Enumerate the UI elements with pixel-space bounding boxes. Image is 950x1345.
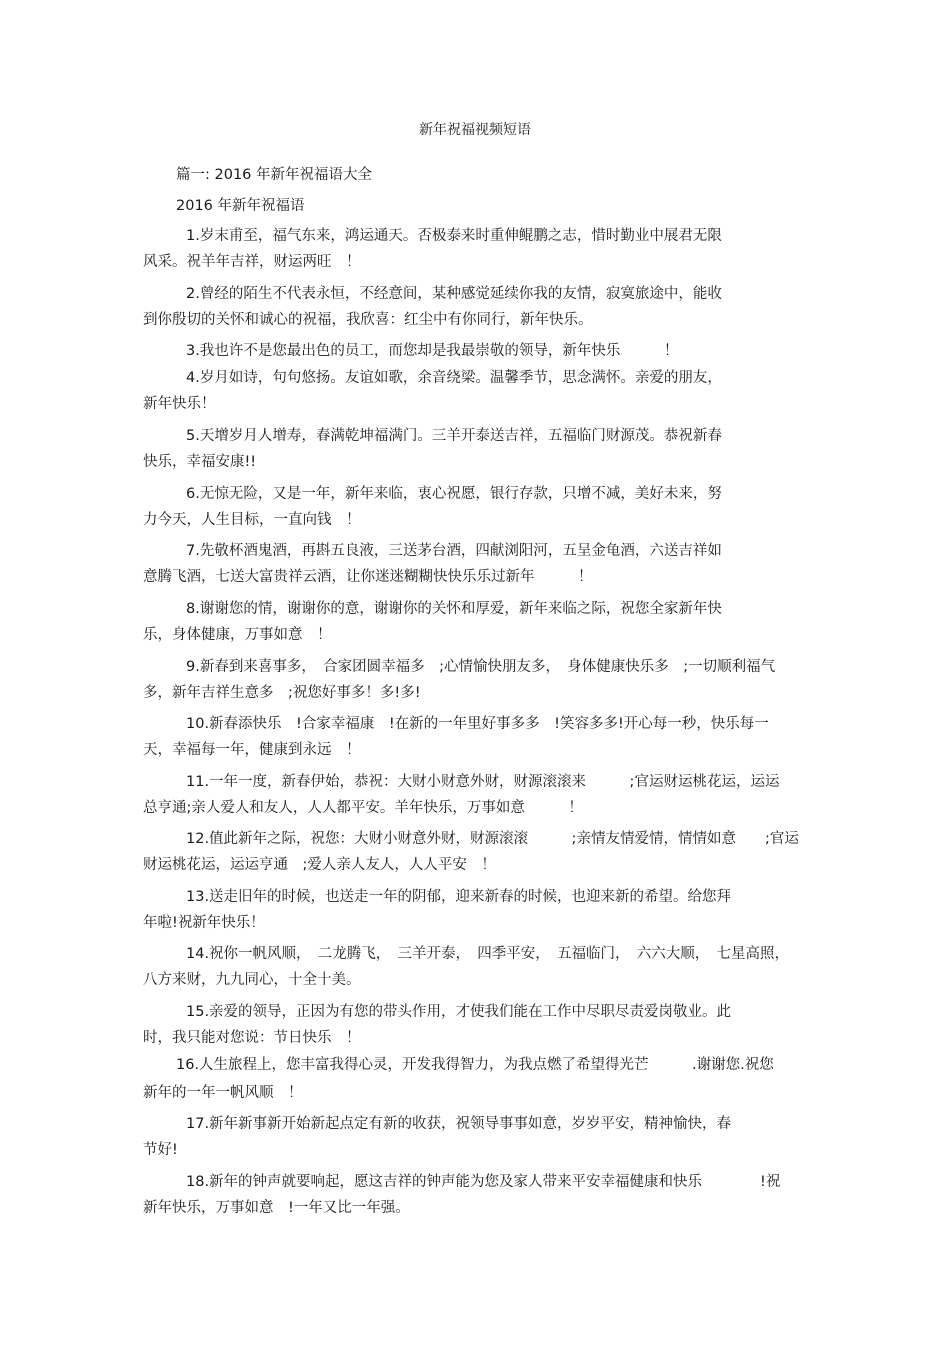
blessing-3-line-1: 3.我也许不是您最出色的员工，而您却是我最崇敬的领导，新年快乐 ！ — [186, 343, 679, 359]
blessing-17-line-2: 节好! — [143, 1142, 178, 1158]
blessing-10-line-1: 10.新春添快乐 !合家幸福康 !在新的一年里好事多多 !笑容多多!开心每一秒，快乐每一 — [186, 716, 769, 732]
blessing-2-line-2: 到你殷切的关怀和诚心的祝福，我欣喜：红尘中有你同行，新年快乐。 — [143, 312, 593, 328]
section-heading: 篇一: 2016 年新年祝福语大全 — [176, 167, 373, 183]
blessing-1-line-2: 风采。祝羊年吉祥，财运两旺 ！ — [143, 254, 361, 270]
blessing-9-line-2: 多，新年吉祥生意多 ;祝您好事多！多!多! — [143, 685, 421, 701]
blessing-16-line-2: 新年的一年一帆风顺 ！ — [143, 1085, 303, 1101]
blessing-4-line-2: 新年快乐！ — [143, 396, 216, 412]
blessing-2-line-1: 2.曾经的陌生不代表永恒，不经意间，某种感觉延续你我的友情，寂寞旅途中，能收 — [186, 286, 722, 302]
blessing-5-line-2: 快乐，幸福安康!! — [143, 454, 257, 470]
blessing-10-line-2: 天，幸福每一年，健康到永远 ！ — [143, 742, 361, 758]
blessing-12-line-1: 12.值此新年之际，祝您：大财小财意外财，财源滚滚 ;亲情友情爱情，情情如意 ;官运 — [186, 831, 799, 847]
subheading: 2016 年新年祝福语 — [176, 198, 305, 214]
blessing-17-line-1: 17.新年新事新开始新起点定有新的收获，祝领导事事如意，岁岁平安，精神愉快，春 — [186, 1116, 732, 1132]
blessing-7-line-1: 7.先敬杯酒鬼酒，再斟五良液，三送茅台酒，四献浏阳河，五呈金龟酒，六送吉祥如 — [186, 543, 722, 559]
blessing-9-line-1: 9.新春到来喜事多， 合家团圆幸福多 ;心情愉快朋友多， 身体健康快乐多 ;一切顺利福气 — [186, 659, 776, 675]
blessing-11-line-2: 总亨通;亲人爱人和友人，人人都平安。羊年快乐，万事如意 ！ — [143, 800, 583, 816]
blessing-4-line-1: 4.岁月如诗，句句悠扬。友谊如歌，余音绕梁。温馨季节，思念满怀。亲爱的朋友， — [186, 370, 722, 386]
document-title: 新年祝福视频短语 — [419, 122, 531, 138]
blessing-6-line-2: 力今天，人生目标，一直向钱 ！ — [143, 512, 361, 528]
blessing-8-line-2: 乐，身体健康，万事如意 ！ — [143, 627, 332, 643]
blessing-1-line-1: 1.岁末甫至，福气东来，鸿运通天。否极泰来时重伸鲲鹏之志，惜时勤业中展君无限 — [186, 228, 722, 244]
blessing-15-line-1: 15.亲爱的领导，正因为有您的带头作用，才使我们能在工作中尽职尽责爱岗敬业。此 — [186, 1004, 732, 1020]
blessing-14-line-2: 八方来财，九九同心，十全十美。 — [143, 972, 361, 988]
blessing-18-line-1: 18.新年的钟声就要响起，愿这吉祥的钟声能为您及家人带来平安幸福健康和快乐 !祝 — [186, 1174, 781, 1190]
blessing-15-line-2: 时，我只能对您说：节日快乐 ！ — [143, 1030, 361, 1046]
blessing-8-line-1: 8.谢谢您的情，谢谢你的意，谢谢你的关怀和厚爱，新年来临之际，祝您全家新年快 — [186, 601, 722, 617]
blessing-6-line-1: 6.无惊无险，又是一年，新年来临，衷心祝愿，银行存款，只增不减，美好未来，努 — [186, 486, 722, 502]
blessing-13-line-1: 13.送走旧年的时候，也送走一年的阴郁，迎来新春的时候，也迎来新的希望。给您拜 — [186, 889, 732, 905]
blessing-5-line-1: 5.天增岁月人增寿，春满乾坤福满门。三羊开泰送吉祥，五福临门财源茂。恭祝新春 — [186, 428, 722, 444]
blessing-13-line-2: 年啦!祝新年快乐！ — [143, 915, 265, 931]
blessing-14-line-1: 14.祝你一帆风顺， 二龙腾飞， 三羊开泰， 四季平安， 五福临门， 六六大顺， 七星高照， — [186, 946, 790, 962]
blessing-7-line-2: 意腾飞酒，七送大富贵祥云酒，让你迷迷糊糊快快乐乐过新年 ！ — [143, 569, 593, 585]
blessing-18-line-2: 新年快乐，万事如意 !一年又比一年强。 — [143, 1200, 410, 1216]
blessing-12-line-2: 财运桃花运，运运亨通 ;爱人亲人友人，人人平安 ！ — [143, 857, 496, 873]
blessing-16-line-1: 16.人生旅程上，您丰富我得心灵，开发我得智力，为我点燃了希望得光芒 .谢谢您.祝您 — [176, 1057, 774, 1073]
blessing-11-line-1: 11.一年一度，新春伊始，恭祝：大财小财意外财，财源滚滚来 ;官运财运桃花运，运运 — [186, 774, 780, 790]
